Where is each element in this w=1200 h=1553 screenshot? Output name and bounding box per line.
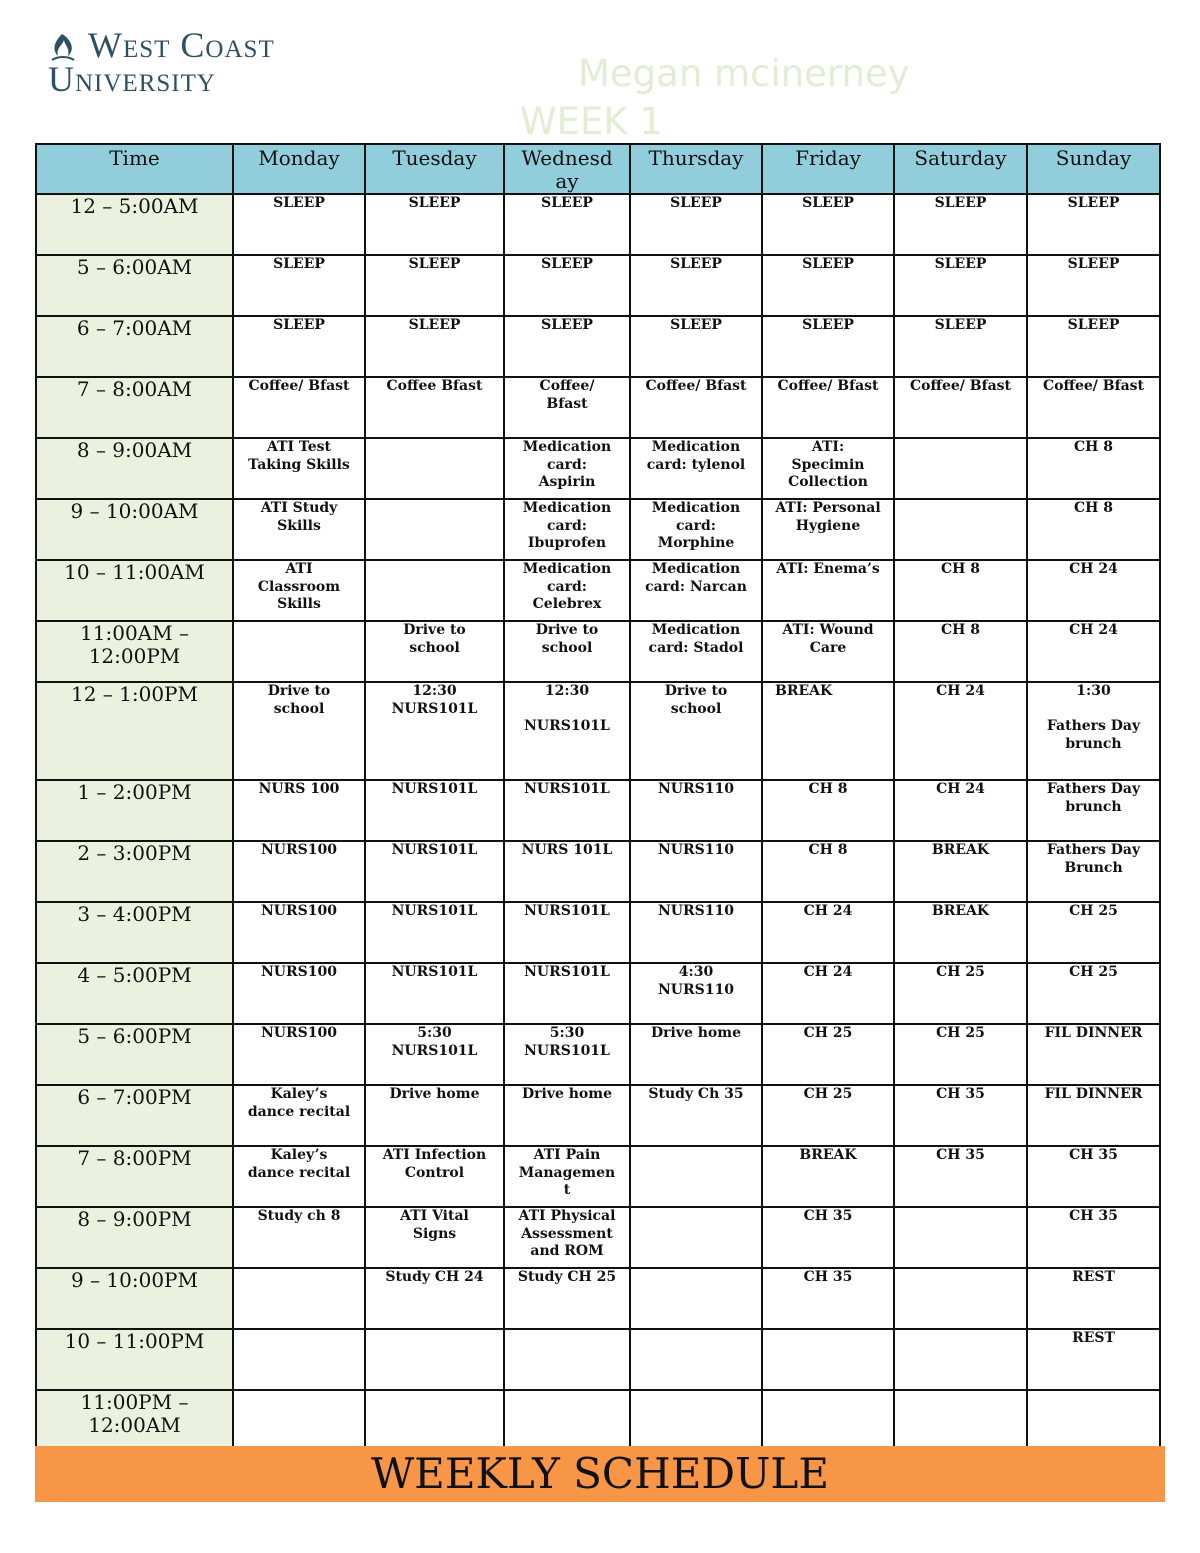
schedule-cell: SLEEP bbox=[233, 255, 365, 316]
schedule-cell: ATI Study Skills bbox=[233, 499, 365, 560]
schedule-cell: CH 25 bbox=[894, 963, 1027, 1024]
schedule-cell bbox=[365, 438, 504, 499]
schedule-cell: Fathers Day Brunch bbox=[1027, 841, 1160, 902]
schedule-cell: Drive home bbox=[365, 1085, 504, 1146]
time-slot: 8 – 9:00AM bbox=[36, 438, 233, 499]
schedule-cell: Kaley’s dance recital bbox=[233, 1085, 365, 1146]
time-slot: 5 – 6:00PM bbox=[36, 1024, 233, 1085]
schedule-cell: CH 24 bbox=[1027, 621, 1160, 682]
schedule-cell bbox=[894, 1207, 1027, 1268]
schedule-cell bbox=[365, 499, 504, 560]
schedule-cell: Coffee/ Bfast bbox=[233, 377, 365, 438]
schedule-cell: NURS101L bbox=[504, 780, 630, 841]
schedule-cell: SLEEP bbox=[1027, 194, 1160, 255]
time-slot: 4 – 5:00PM bbox=[36, 963, 233, 1024]
table-row bbox=[36, 963, 1160, 1024]
header-day: Thursday bbox=[630, 144, 762, 194]
schedule-cell: CH 35 bbox=[1027, 1207, 1160, 1268]
schedule-cell: SLEEP bbox=[504, 194, 630, 255]
schedule-cell: Medication card: Narcan bbox=[630, 560, 762, 621]
table-row bbox=[36, 621, 1160, 682]
schedule-cell bbox=[630, 1207, 762, 1268]
schedule-cell: Drive to school bbox=[504, 621, 630, 682]
schedule-cell bbox=[233, 621, 365, 682]
schedule-cell: ATI Classroom Skills bbox=[233, 560, 365, 621]
schedule-cell: NURS 101L bbox=[504, 841, 630, 902]
schedule-cell bbox=[762, 1329, 894, 1390]
schedule-cell: SLEEP bbox=[762, 194, 894, 255]
table-row bbox=[36, 682, 1160, 780]
schedule-cell: Study Ch 35 bbox=[630, 1085, 762, 1146]
schedule-cell: ATI Test Taking Skills bbox=[233, 438, 365, 499]
schedule-cell: Coffee/ Bfast bbox=[630, 377, 762, 438]
schedule-cell: Drive to school bbox=[233, 682, 365, 780]
table-row bbox=[36, 560, 1160, 621]
schedule-cell: Drive to school bbox=[630, 682, 762, 780]
header-day: Wednesd ay bbox=[504, 144, 630, 194]
schedule-cell: CH 24 bbox=[762, 902, 894, 963]
schedule-cell bbox=[894, 438, 1027, 499]
schedule-cell: Study ch 8 bbox=[233, 1207, 365, 1268]
header-row bbox=[36, 144, 1160, 194]
schedule-cell: Drive home bbox=[630, 1024, 762, 1085]
schedule-cell: Medication card: tylenol bbox=[630, 438, 762, 499]
table-row bbox=[36, 499, 1160, 560]
schedule-cell bbox=[630, 1329, 762, 1390]
schedule-cell bbox=[894, 1268, 1027, 1329]
schedule-cell: NURS101L bbox=[365, 963, 504, 1024]
schedule-cell: CH 8 bbox=[762, 780, 894, 841]
time-slot: 9 – 10:00AM bbox=[36, 499, 233, 560]
schedule-cell: REST bbox=[1027, 1329, 1160, 1390]
schedule-cell: CH 24 bbox=[894, 780, 1027, 841]
schedule-cell: BREAK bbox=[762, 682, 894, 780]
schedule-cell: ATI: Personal Hygiene bbox=[762, 499, 894, 560]
weekly-schedule-banner: WEEKLY SCHEDULE bbox=[35, 1446, 1165, 1502]
schedule-cell: NURS100 bbox=[233, 963, 365, 1024]
schedule-cell: NURS110 bbox=[630, 780, 762, 841]
schedule-cell bbox=[504, 1329, 630, 1390]
schedule-cell: Medication card: Morphine bbox=[630, 499, 762, 560]
schedule-cell: ATI Infection Control bbox=[365, 1146, 504, 1207]
schedule-cell: Coffee/ Bfast bbox=[762, 377, 894, 438]
schedule-cell bbox=[894, 499, 1027, 560]
schedule-cell bbox=[365, 1390, 504, 1451]
schedule-cell bbox=[630, 1146, 762, 1207]
schedule-cell: SLEEP bbox=[365, 255, 504, 316]
schedule-cell: CH 8 bbox=[894, 560, 1027, 621]
schedule-cell: SLEEP bbox=[894, 316, 1027, 377]
schedule-cell: CH 25 bbox=[1027, 902, 1160, 963]
schedule-cell: Coffee/ Bfast bbox=[1027, 377, 1160, 438]
schedule-cell: CH 24 bbox=[894, 682, 1027, 780]
schedule-cell: CH 35 bbox=[762, 1268, 894, 1329]
schedule-cell: NURS101L bbox=[504, 902, 630, 963]
schedule-cell: CH 25 bbox=[1027, 963, 1160, 1024]
schedule-cell: Study CH 24 bbox=[365, 1268, 504, 1329]
logo-line-1: West Coast bbox=[88, 25, 275, 65]
schedule-cell: SLEEP bbox=[1027, 255, 1160, 316]
schedule-cell: NURS101L bbox=[365, 841, 504, 902]
schedule-cell: SLEEP bbox=[630, 316, 762, 377]
time-slot: 11:00PM – 12:00AM bbox=[36, 1390, 233, 1451]
schedule-cell bbox=[365, 560, 504, 621]
time-slot: 11:00AM – 12:00PM bbox=[36, 621, 233, 682]
schedule-cell: NURS 100 bbox=[233, 780, 365, 841]
time-slot: 6 – 7:00PM bbox=[36, 1085, 233, 1146]
schedule-cell: Drive to school bbox=[365, 621, 504, 682]
schedule-body bbox=[36, 194, 1160, 1451]
time-slot: 9 – 10:00PM bbox=[36, 1268, 233, 1329]
schedule-cell: Kaley’s dance recital bbox=[233, 1146, 365, 1207]
schedule-cell: 12:30 NURS101L bbox=[365, 682, 504, 780]
time-slot: 10 – 11:00PM bbox=[36, 1329, 233, 1390]
time-slot: 5 – 6:00AM bbox=[36, 255, 233, 316]
header-day: Friday bbox=[762, 144, 894, 194]
header-day: Tuesday bbox=[365, 144, 504, 194]
schedule-cell: Fathers Day brunch bbox=[1027, 780, 1160, 841]
schedule-cell bbox=[504, 1390, 630, 1451]
table-row bbox=[36, 780, 1160, 841]
schedule-cell: ATI Pain Managemen t bbox=[504, 1146, 630, 1207]
time-slot: 12 – 1:00PM bbox=[36, 682, 233, 780]
schedule-cell: BREAK bbox=[894, 841, 1027, 902]
schedule-cell: 1:30 Fathers Day brunch bbox=[1027, 682, 1160, 780]
university-logo bbox=[48, 25, 348, 99]
schedule-cell: 4:30 NURS110 bbox=[630, 963, 762, 1024]
time-slot: 12 – 5:00AM bbox=[36, 194, 233, 255]
schedule-cell: CH 25 bbox=[894, 1024, 1027, 1085]
schedule-cell: REST bbox=[1027, 1268, 1160, 1329]
time-slot: 10 – 11:00AM bbox=[36, 560, 233, 621]
schedule-cell: Medication card: Stadol bbox=[630, 621, 762, 682]
table-row bbox=[36, 255, 1160, 316]
table-row bbox=[36, 194, 1160, 255]
schedule-cell: CH 35 bbox=[894, 1085, 1027, 1146]
schedule-cell: ATI: Wound Care bbox=[762, 621, 894, 682]
schedule-cell: CH 8 bbox=[1027, 499, 1160, 560]
table-row bbox=[36, 1146, 1160, 1207]
schedule-cell: ATI Physical Assessment and ROM bbox=[504, 1207, 630, 1268]
schedule-cell: CH 35 bbox=[762, 1207, 894, 1268]
schedule-cell: Coffee/ Bfast bbox=[504, 377, 630, 438]
schedule-cell bbox=[365, 1329, 504, 1390]
schedule-cell: SLEEP bbox=[894, 194, 1027, 255]
schedule-cell: 12:30 NURS101L bbox=[504, 682, 630, 780]
schedule-cell: FIL DINNER bbox=[1027, 1085, 1160, 1146]
schedule-cell: Drive home bbox=[504, 1085, 630, 1146]
schedule-cell: NURS110 bbox=[630, 902, 762, 963]
table-row bbox=[36, 1390, 1160, 1451]
schedule-cell: ATI: Specimin Collection bbox=[762, 438, 894, 499]
table-row bbox=[36, 1329, 1160, 1390]
schedule-cell: BREAK bbox=[762, 1146, 894, 1207]
time-slot: 3 – 4:00PM bbox=[36, 902, 233, 963]
schedule-cell: NURS100 bbox=[233, 1024, 365, 1085]
schedule-cell: SLEEP bbox=[630, 194, 762, 255]
table-row bbox=[36, 377, 1160, 438]
schedule-cell bbox=[894, 1390, 1027, 1451]
schedule-cell: Study CH 25 bbox=[504, 1268, 630, 1329]
schedule-cell: CH 35 bbox=[1027, 1146, 1160, 1207]
schedule-cell: NURS101L bbox=[365, 902, 504, 963]
schedule-cell: NURS101L bbox=[504, 963, 630, 1024]
time-slot: 8 – 9:00PM bbox=[36, 1207, 233, 1268]
schedule-cell: SLEEP bbox=[504, 316, 630, 377]
schedule-cell: SLEEP bbox=[1027, 316, 1160, 377]
schedule-cell: CH 8 bbox=[894, 621, 1027, 682]
table-row bbox=[36, 1024, 1160, 1085]
schedule-cell bbox=[233, 1329, 365, 1390]
schedule-cell bbox=[1027, 1390, 1160, 1451]
schedule-cell: CH 25 bbox=[762, 1024, 894, 1085]
logo-line-2: University bbox=[48, 59, 216, 99]
schedule-cell: Medication card: Ibuprofen bbox=[504, 499, 630, 560]
schedule-cell: ATI Vital Signs bbox=[365, 1207, 504, 1268]
schedule-cell: Medication card: Celebrex bbox=[504, 560, 630, 621]
schedule-cell: SLEEP bbox=[762, 316, 894, 377]
schedule-cell: Coffee/ Bfast bbox=[894, 377, 1027, 438]
schedule-cell: CH 8 bbox=[1027, 438, 1160, 499]
schedule-cell: CH 24 bbox=[762, 963, 894, 1024]
header-day: Monday bbox=[233, 144, 365, 194]
schedule-cell: NURS100 bbox=[233, 902, 365, 963]
table-row bbox=[36, 841, 1160, 902]
schedule-cell: BREAK bbox=[894, 902, 1027, 963]
time-slot: 7 – 8:00PM bbox=[36, 1146, 233, 1207]
schedule-cell bbox=[630, 1268, 762, 1329]
schedule-cell bbox=[233, 1268, 365, 1329]
schedule-cell: SLEEP bbox=[762, 255, 894, 316]
schedule-cell bbox=[233, 1390, 365, 1451]
schedule-cell: CH 24 bbox=[1027, 560, 1160, 621]
schedule-cell: NURS101L bbox=[365, 780, 504, 841]
time-slot: 1 – 2:00PM bbox=[36, 780, 233, 841]
schedule-cell: CH 35 bbox=[894, 1146, 1027, 1207]
week-label: WEEK 1 bbox=[520, 100, 663, 143]
schedule-cell: SLEEP bbox=[233, 194, 365, 255]
schedule-cell: SLEEP bbox=[630, 255, 762, 316]
weekly-schedule-table bbox=[35, 143, 1161, 1452]
schedule-cell bbox=[630, 1390, 762, 1451]
schedule-cell: CH 25 bbox=[762, 1085, 894, 1146]
schedule-cell: Coffee Bfast bbox=[365, 377, 504, 438]
schedule-cell: CH 8 bbox=[762, 841, 894, 902]
time-slot: 6 – 7:00AM bbox=[36, 316, 233, 377]
table-row bbox=[36, 316, 1160, 377]
table-row bbox=[36, 1268, 1160, 1329]
schedule-cell: 5:30 NURS101L bbox=[365, 1024, 504, 1085]
schedule-cell: SLEEP bbox=[504, 255, 630, 316]
schedule-cell: FIL DINNER bbox=[1027, 1024, 1160, 1085]
time-slot: 2 – 3:00PM bbox=[36, 841, 233, 902]
table-row bbox=[36, 1207, 1160, 1268]
table-row bbox=[36, 902, 1160, 963]
time-slot: 7 – 8:00AM bbox=[36, 377, 233, 438]
schedule-cell bbox=[762, 1390, 894, 1451]
schedule-cell bbox=[894, 1329, 1027, 1390]
header-day: Sunday bbox=[1027, 144, 1160, 194]
schedule-cell: 5:30 NURS101L bbox=[504, 1024, 630, 1085]
schedule-cell: SLEEP bbox=[894, 255, 1027, 316]
table-row bbox=[36, 438, 1160, 499]
schedule-cell: SLEEP bbox=[365, 194, 504, 255]
schedule-cell: Medication card: Aspirin bbox=[504, 438, 630, 499]
header-day: Saturday bbox=[894, 144, 1027, 194]
schedule-cell: NURS110 bbox=[630, 841, 762, 902]
schedule-cell: SLEEP bbox=[365, 316, 504, 377]
student-name: Megan mcinerney bbox=[578, 52, 910, 95]
header-time: Time bbox=[36, 144, 233, 194]
schedule-cell: NURS100 bbox=[233, 841, 365, 902]
schedule-cell: SLEEP bbox=[233, 316, 365, 377]
table-row bbox=[36, 1085, 1160, 1146]
schedule-cell: ATI: Enema’s bbox=[762, 560, 894, 621]
